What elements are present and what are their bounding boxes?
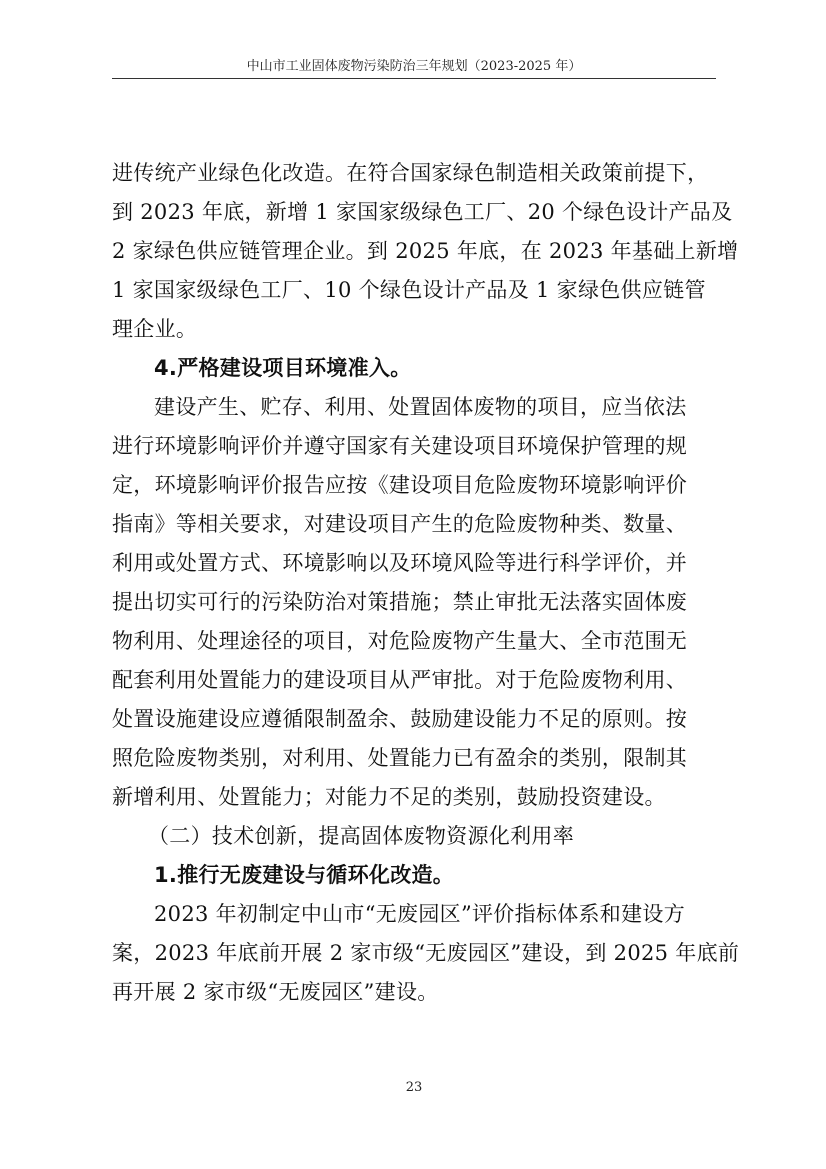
body-line: 新增利用、处置能力；对能力不足的类别，鼓励投资建设。 — [112, 785, 666, 809]
body-line: 理企业。 — [112, 317, 198, 341]
running-header: 中山市工业固体废物污染防治三年规划（2023-2025 年） — [246, 59, 582, 74]
body-line: 配套利用处置能力的建设项目从严审批。对于危险废物利用、 — [112, 668, 688, 692]
body-line: 照危险废物类别，对利用、处置能力已有盈余的类别，限制其 — [112, 746, 688, 770]
body-line: 定，环境影响评价报告应按《建设项目危险废物环境影响评价 — [112, 473, 688, 497]
body-line: 处置设施建设应遵循限制盈余、鼓励建设能力不足的原则。按 — [112, 707, 688, 731]
body-line: 利用或处置方式、环境影响以及环境风险等进行科学评价，并 — [112, 551, 688, 575]
section-heading-4: 4.严格建设项目环境准入。 — [154, 356, 412, 380]
body-line: 再开展 2 家市级“无废园区”建设。 — [112, 980, 439, 1004]
body-line: 案，2023 年底前开展 2 家市级“无废园区”建设，到 2025 年底前 — [112, 941, 740, 965]
body-line: 2023 年初制定中山市“无废园区”评价指标体系和建设方 — [154, 902, 685, 926]
body-line: 进行环境影响评价并遵守国家有关建设项目环境保护管理的规 — [112, 434, 688, 458]
header-divider — [112, 78, 716, 79]
body-line: 2 家绿色供应链管理企业。到 2025 年底，在 2023 年基础上新增 — [112, 239, 739, 263]
body-line: 到 2023 年底，新增 1 家国家级绿色工厂、20 个绿色设计产品及 — [112, 200, 733, 224]
body-line: 物利用、处理途径的项目，对危险废物产生量大、全市范围无 — [112, 629, 688, 653]
body-line: 提出切实可行的污染防治对策措施；禁止审批无法落实固体废 — [112, 590, 688, 614]
subsection-heading-2: （二）技术创新，提高固体废物资源化利用率 — [148, 824, 574, 848]
section-heading-1: 1.推行无废建设与循环化改造。 — [154, 863, 455, 887]
body-line: 指南》等相关要求，对建设项目产生的危险废物种类、数量、 — [112, 512, 688, 536]
body-line: 1 家国家级绿色工厂、10 个绿色设计产品及 1 家绿色供应链管 — [112, 278, 706, 302]
body-line: 建设产生、贮存、利用、处置固体废物的项目，应当依法 — [154, 395, 687, 419]
body-line: 进传统产业绿色化改造。在符合国家绿色制造相关政策前提下， — [112, 161, 709, 185]
page-number: 23 — [405, 1080, 423, 1095]
